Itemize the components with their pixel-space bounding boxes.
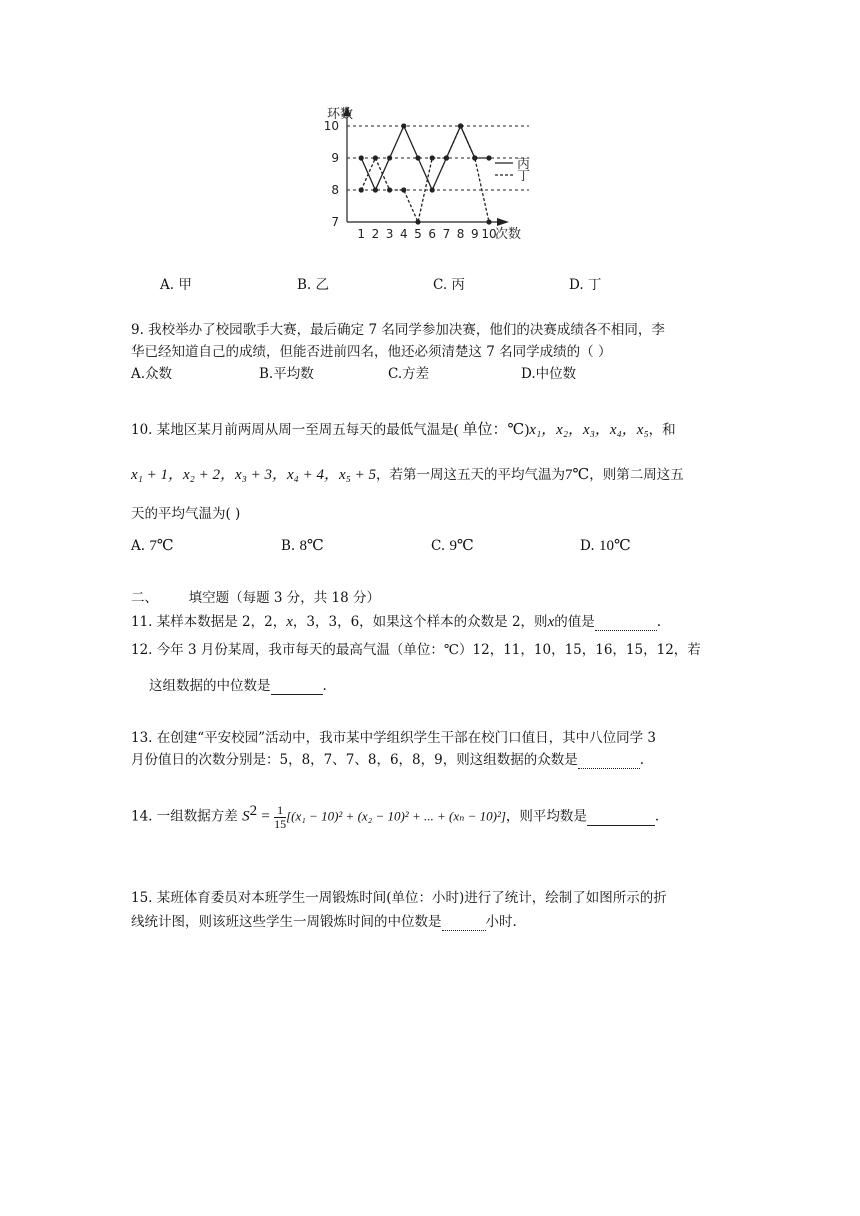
x-axis-arrow: [497, 218, 509, 226]
q10-option-b-value: 8℃: [299, 538, 324, 554]
q15-line2-text-a: 线统计图，则该班这些学生一周锻炼时间的中位数是: [131, 914, 442, 930]
x-tick-label: 5: [414, 227, 422, 241]
q14-fraction-numerator: 1: [274, 804, 286, 818]
q10-option-c-value: 9℃: [449, 538, 474, 554]
q10-option-b[interactable]: [281, 536, 324, 555]
q10-option-d[interactable]: [580, 536, 631, 555]
section-2-number: 二、: [131, 590, 158, 606]
q14-formula-body: [(x₁ − 10)² + (x₂ − 10)² + ... + (xₙ − 10)²]: [286, 808, 506, 824]
chart-series: [359, 123, 492, 224]
q14-prefix: 14. 一组数据方差: [131, 808, 238, 825]
q11-text-b: ，3，3，6，如果这个样本的众数是 2，则: [292, 614, 548, 630]
q14-equals: =: [261, 808, 270, 825]
q11-end: .: [656, 614, 662, 630]
q10-line1-prefix: 10. 某地区某月前两周从周一至周五每天的最低气温是: [131, 422, 454, 438]
q13-answer-blank[interactable]: [578, 752, 640, 769]
q12-line2-text: 这组数据的中位数是: [149, 678, 271, 694]
q10-line1-vars: x₁，x₂，x₃，x₄，x₅: [529, 422, 649, 438]
series-1-point: [387, 155, 392, 160]
q10-line2-suffix-a: ，若第一周这五天的平均气温为: [375, 467, 565, 483]
x-tick-label: 2: [371, 227, 380, 241]
y-tick-label: 9: [331, 151, 339, 165]
series-2-point: [387, 187, 392, 192]
series-1-point: [401, 123, 406, 128]
q12-line-1: 12. 今年 3 月份某周，我市每天的最高气温（单位：℃）12，11，10，15，16，15，12，若: [131, 642, 701, 658]
x-tick-label: 4: [399, 227, 408, 241]
q8-option-b[interactable]: B. 乙: [297, 277, 330, 293]
series-1-point: [486, 155, 491, 160]
q14-s-exponent: 2: [249, 803, 258, 819]
q10-line2-suffix-b: ，则第二周这五: [589, 467, 684, 483]
y-tick-label: 8: [331, 183, 339, 197]
q14-answer-blank[interactable]: [587, 809, 655, 826]
q14-s: S: [242, 808, 250, 825]
x-tick-label: 7: [442, 227, 451, 241]
q9-line-1: 9. 我校举办了校园歌手大赛，最后确定 7 名同学参加决赛，他们的决赛成绩各不相同，李: [131, 322, 665, 338]
q8-option-c[interactable]: C. 丙: [433, 277, 465, 293]
y-tick-label: 7: [331, 215, 339, 229]
q15-line2-text-b: 小时.: [485, 914, 517, 930]
q8-option-d[interactable]: D. 丁: [569, 277, 602, 293]
q14: [131, 803, 659, 831]
q9-option-a[interactable]: A.众数: [131, 366, 173, 382]
q15-line-2: [131, 910, 517, 931]
q10-line1-suffix: ，和: [648, 422, 676, 438]
chart-axes: [343, 106, 509, 226]
q13-line-2: [131, 748, 644, 769]
series-2-point: [444, 155, 449, 160]
q9-option-d[interactable]: D.中位数: [521, 366, 577, 382]
series-1-point: [373, 187, 378, 192]
q9-line-2: 华已经知道自己的成绩，但能否进前四名，他还必须清楚这 7 名同学成绩的（ ）: [131, 344, 612, 360]
q10-option-a-label: A.: [131, 538, 146, 554]
y-tick-label: 10: [323, 119, 339, 133]
q11-var-x-2: x: [547, 614, 555, 630]
x-axis-label: 次数: [495, 227, 522, 242]
series-2-point: [458, 123, 463, 128]
q10-line2-vars: x₁ + 1，x₂ + 2，x₃ + 3，x₄ + 4，x₅ + 5: [131, 467, 376, 483]
q11-var-x: x: [286, 614, 293, 630]
q14-suffix: ，则平均数是: [505, 808, 587, 825]
section-2-heading: [131, 586, 380, 606]
q13-line2-text: 月份值日的次数分别是：5，8，7、7、8，6，8，9，则这组数据的众数是: [131, 752, 578, 768]
q11: [131, 610, 661, 631]
series-1-point: [430, 187, 435, 192]
series-2-point: [373, 155, 378, 160]
legend-label-2: 丁: [517, 169, 531, 184]
q12-answer-blank[interactable]: [271, 678, 323, 695]
q10-option-a-value: 7℃: [149, 538, 174, 554]
x-tick-label: 8: [456, 227, 465, 241]
legend-label-1: 丙: [517, 157, 531, 172]
q15-answer-blank[interactable]: [442, 914, 486, 931]
q12-end: .: [322, 678, 327, 694]
y-axis-label: 环数: [327, 107, 354, 122]
q11-text-c: 的值是: [554, 614, 595, 630]
q10-option-d-label: D.: [580, 538, 595, 554]
q10-option-d-value: 10℃: [598, 538, 631, 554]
q11-answer-blank[interactable]: [595, 614, 657, 631]
series-1-point: [359, 155, 364, 160]
section-2-title: 填空题（每题 3 分，共 18 分）: [188, 590, 381, 606]
x-tick-label: 9: [470, 227, 479, 241]
x-tick-label: 3: [385, 227, 394, 241]
q10-option-c-label: C.: [431, 538, 446, 554]
q10-line2-temp: 7℃: [564, 467, 590, 483]
q15-line-1: 15. 某班体育委员对本班学生一周锻炼时间(单位：小时)进行了统计，绘制了如图所示的折: [131, 890, 667, 906]
q14-fraction: [274, 804, 286, 831]
series-2-point: [472, 155, 477, 160]
q9-option-b[interactable]: B.平均数: [259, 366, 314, 382]
series-1-point: [415, 155, 420, 160]
x-tick-label: 1: [357, 227, 366, 241]
q10-unit: ( 单位：℃): [453, 422, 530, 438]
q10-line-3: 天的平均气温为( ): [131, 506, 241, 522]
q13-end: .: [639, 752, 645, 768]
series-2-point: [430, 155, 435, 160]
x-tick-label: 10: [481, 227, 497, 241]
q10-line-2: [131, 463, 684, 484]
series-2-point: [415, 219, 420, 224]
q13-line-1: 13. 在创建“平安校园”活动中，我市某中学组织学生干部在校门口值日，其中八位同学 3: [131, 730, 656, 746]
q10-option-c[interactable]: [431, 536, 474, 555]
q11-text-a: 11. 某样本数据是 2，2，: [131, 614, 287, 630]
q10-option-b-label: B.: [281, 538, 296, 554]
q12-line-2: [149, 674, 327, 695]
series-2-point: [359, 187, 364, 192]
x-tick-label: 6: [428, 227, 437, 241]
series-2-point: [401, 187, 406, 192]
q10-option-a[interactable]: [131, 536, 174, 555]
q10-line-1: [131, 418, 676, 439]
q14-fraction-denominator: 15: [274, 816, 287, 831]
q14-end: .: [654, 808, 660, 825]
line-chart: [300, 100, 540, 250]
series-2-point: [486, 219, 491, 224]
q9-option-c[interactable]: C.方差: [388, 366, 430, 382]
q8-option-a[interactable]: A. 甲: [160, 277, 192, 293]
